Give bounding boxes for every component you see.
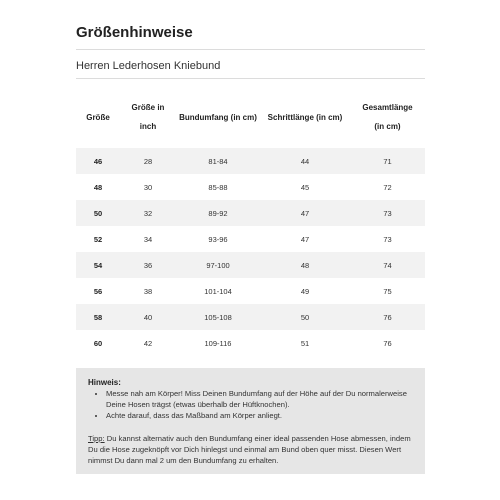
inseam-cell: 45 [300, 182, 310, 192]
waist-cell: 109-116 [204, 338, 232, 348]
waist-cell: 85-88 [208, 182, 228, 192]
size-cell: 60 [93, 338, 103, 348]
tip-label: Tipp: [88, 434, 105, 443]
header-total-length-line2: (in cm) [374, 122, 401, 131]
header-size-inch [120, 86, 176, 148]
header-inseam: Schrittlänge (in cm) [267, 112, 343, 122]
size-cell: 54 [76, 252, 120, 278]
length-cell: 76 [383, 338, 392, 348]
hint-list [88, 388, 413, 421]
inseam-cell: 44 [260, 148, 350, 174]
inseam-cell: 47 [260, 200, 350, 226]
inch-cell: 40 [120, 304, 176, 330]
waist-cell: 105-108 [176, 304, 260, 330]
inseam-cell: 48 [260, 252, 350, 278]
waist-cell: 101-104 [204, 286, 232, 296]
length-cell: 75 [383, 286, 392, 296]
header-total-length [350, 86, 425, 148]
inseam-cell: 51 [300, 338, 310, 348]
hint-bullet: • Messe nah am Körper! Miss Deinen Bundumfang auf der Höhe auf der Du normalerweise Deine Hosen trägst (etwas überhalb der Hüftknochen). [106, 388, 413, 410]
title-divider [76, 49, 425, 50]
waist-cell: 81-84 [176, 148, 260, 174]
size-cell: 58 [76, 304, 120, 330]
size-cell: 50 [76, 200, 120, 226]
header-size: Größe [86, 112, 110, 122]
inch-cell: 36 [120, 252, 176, 278]
inch-cell: 30 [143, 182, 153, 192]
size-cell: 56 [93, 286, 103, 296]
table-row [76, 148, 425, 174]
length-cell: 71 [350, 148, 425, 174]
inch-cell: 28 [120, 148, 176, 174]
table-row [76, 174, 425, 200]
table-row [76, 226, 425, 252]
hint-bullet: • Achte darauf, dass das Maßband am Körper anliegt. [106, 410, 413, 421]
size-cell: 52 [93, 234, 103, 244]
table-row [76, 278, 425, 304]
inseam-cell: 50 [260, 304, 350, 330]
length-cell: 72 [383, 182, 392, 192]
header-size-inch-line2: inch [139, 122, 157, 131]
header-total-length-line1: Gesamtlänge [362, 103, 413, 112]
length-cell: 73 [383, 234, 392, 244]
tip-paragraph [88, 433, 413, 466]
size-cell: 48 [93, 182, 103, 192]
inch-cell: 38 [143, 286, 153, 296]
product-subtitle: Herren Lederhosen Kniebund [76, 60, 221, 72]
subtitle-divider [76, 78, 425, 79]
table-row [76, 200, 425, 226]
inch-cell: 42 [143, 338, 153, 348]
header-size-inch-line1: Größe in [131, 103, 165, 112]
length-cell: 74 [350, 252, 425, 278]
page-title: Größenhinweise [76, 24, 193, 41]
size-table-body [76, 148, 425, 356]
inseam-cell: 49 [300, 286, 310, 296]
hint-title: Hinweis: [88, 378, 121, 387]
waist-cell: 89-92 [176, 200, 260, 226]
table-row [76, 304, 425, 330]
inch-cell: 34 [143, 234, 153, 244]
header-waist: Bundumfang (in cm) [179, 112, 257, 122]
inch-cell: 32 [120, 200, 176, 226]
waist-cell: 93-96 [208, 234, 228, 244]
waist-cell: 97-100 [176, 252, 260, 278]
tip-text: Du kannst alternativ auch den Bundumfang einer ideal passenden Hose abmessen, indem Du die Hose zugeknöpft vor Dich hinlegst und einmal am Bund oben quer misst. Diesen Wert nimmst Du dann mal 2 um den Bundumfang zu erhalten. [88, 434, 411, 465]
length-cell: 73 [350, 200, 425, 226]
table-row [76, 252, 425, 278]
size-table [76, 86, 425, 356]
table-header-row [76, 86, 425, 148]
hint-box [76, 368, 425, 474]
table-row [76, 330, 425, 356]
length-cell: 76 [350, 304, 425, 330]
inseam-cell: 47 [300, 234, 310, 244]
size-cell: 46 [76, 148, 120, 174]
